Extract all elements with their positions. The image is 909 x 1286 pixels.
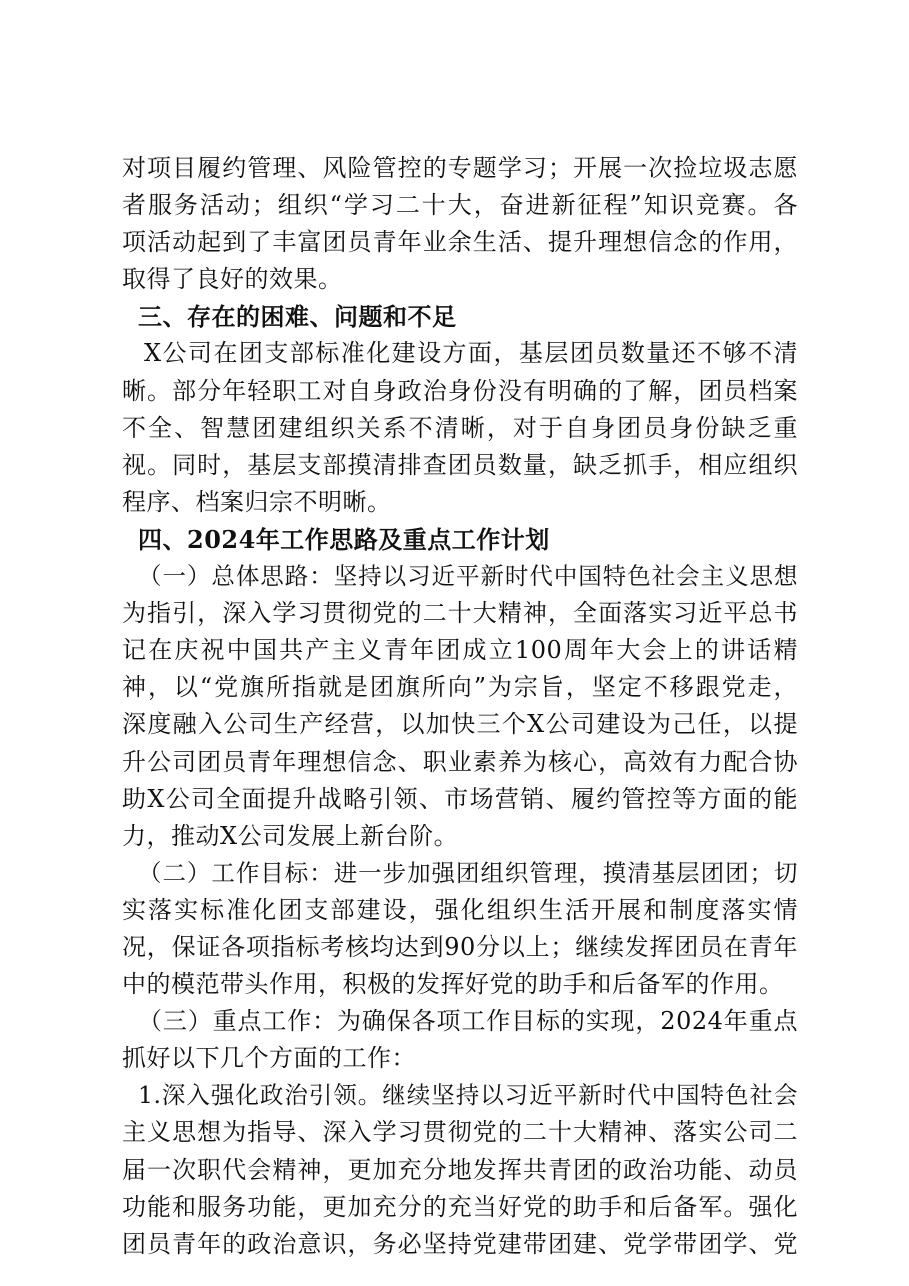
body-line: 不全、智慧团建组织关系不清晰，对于自身团员身份缺乏重 [122,413,798,442]
body-line: 深度融入公司生产经营，以加快三个X公司建设为己任，以提 [122,710,798,739]
body-line: 晰。部分年轻职工对自身政治身份没有明确的了解，团员档案 [122,376,798,405]
section-heading: 四、2024年工作思路及重点工作计划 [138,524,550,554]
body-line: 记在庆祝中国共产主义青年团成立100周年大会上的讲话精 [122,636,798,665]
body-line: 取得了良好的效果。 [122,265,343,294]
body-line: 力，推动X公司发展上新台阶。 [122,821,459,850]
body-line: 中的模范带头作用，积极的发挥好党的助手和后备军的作用。 [122,970,784,999]
body-line: 项活动起到了丰富团员青年业余生活、提升理想信念的作用， [122,228,798,257]
body-line: 团员青年的政治意识，务必坚持党建带团建、党学带团学、党 [122,1229,798,1258]
body-line: （三）重点工作：为确保各项工作目标的实现，2024年重点 [138,1007,798,1036]
body-line: 为指引，深入学习贯彻党的二十大精神，全面落实习近平总书 [122,599,798,628]
body-line: 1.深入强化政治引领。继续坚持以习近平新时代中国特色社会 [138,1081,798,1110]
body-line: 者服务活动；组织“学习二十大，奋进新征程”知识竞赛。各 [122,191,798,220]
body-line: 程序、档案归宗不明晰。 [122,487,392,516]
body-line: 视。同时，基层支部摸清排查团员数量，缺乏抓手，相应组织 [122,450,798,479]
body-line: 升公司团员青年理想信念、职业素养为核心，高效有力配合协 [122,747,798,776]
body-line: 抓好以下几个方面的工作： [122,1044,416,1073]
body-line: 实落实标准化团支部建设，强化组织生活开展和制度落实情 [122,895,798,924]
body-line: 况，保证各项指标考核均达到90分以上；继续发挥团员在青年 [122,932,798,961]
body-line: 助X公司全面提升战略引领、市场营销、履约管控等方面的能 [122,784,798,813]
body-line: 主义思想为指导、深入学习贯彻党的二十大精神、落实公司二 [122,1118,798,1147]
section-heading: 三、存在的困难、问题和不足 [138,302,457,332]
body-line: 神，以“党旗所指就是团旗所向”为宗旨，坚定不移跟党走， [122,673,798,702]
body-line: X公司在团支部标准化建设方面，基层团员数量还不够不清 [144,339,798,368]
body-line: （二）工作目标：进一步加强团组织管理，摸清基层团团；切 [138,858,798,887]
body-line: 功能和服务功能，更加充分的充当好党的助手和后备军。强化 [122,1192,798,1221]
body-line: 对项目履约管理、风险管控的专题学习；开展一次捡垃圾志愿 [122,154,798,182]
body-line: 届一次职代会精神，更加充分地发挥共青团的政治功能、动员 [122,1155,798,1184]
document-page [122,150,798,1263]
body-line: （一）总体思路：坚持以习近平新时代中国特色社会主义思想 [138,562,798,591]
